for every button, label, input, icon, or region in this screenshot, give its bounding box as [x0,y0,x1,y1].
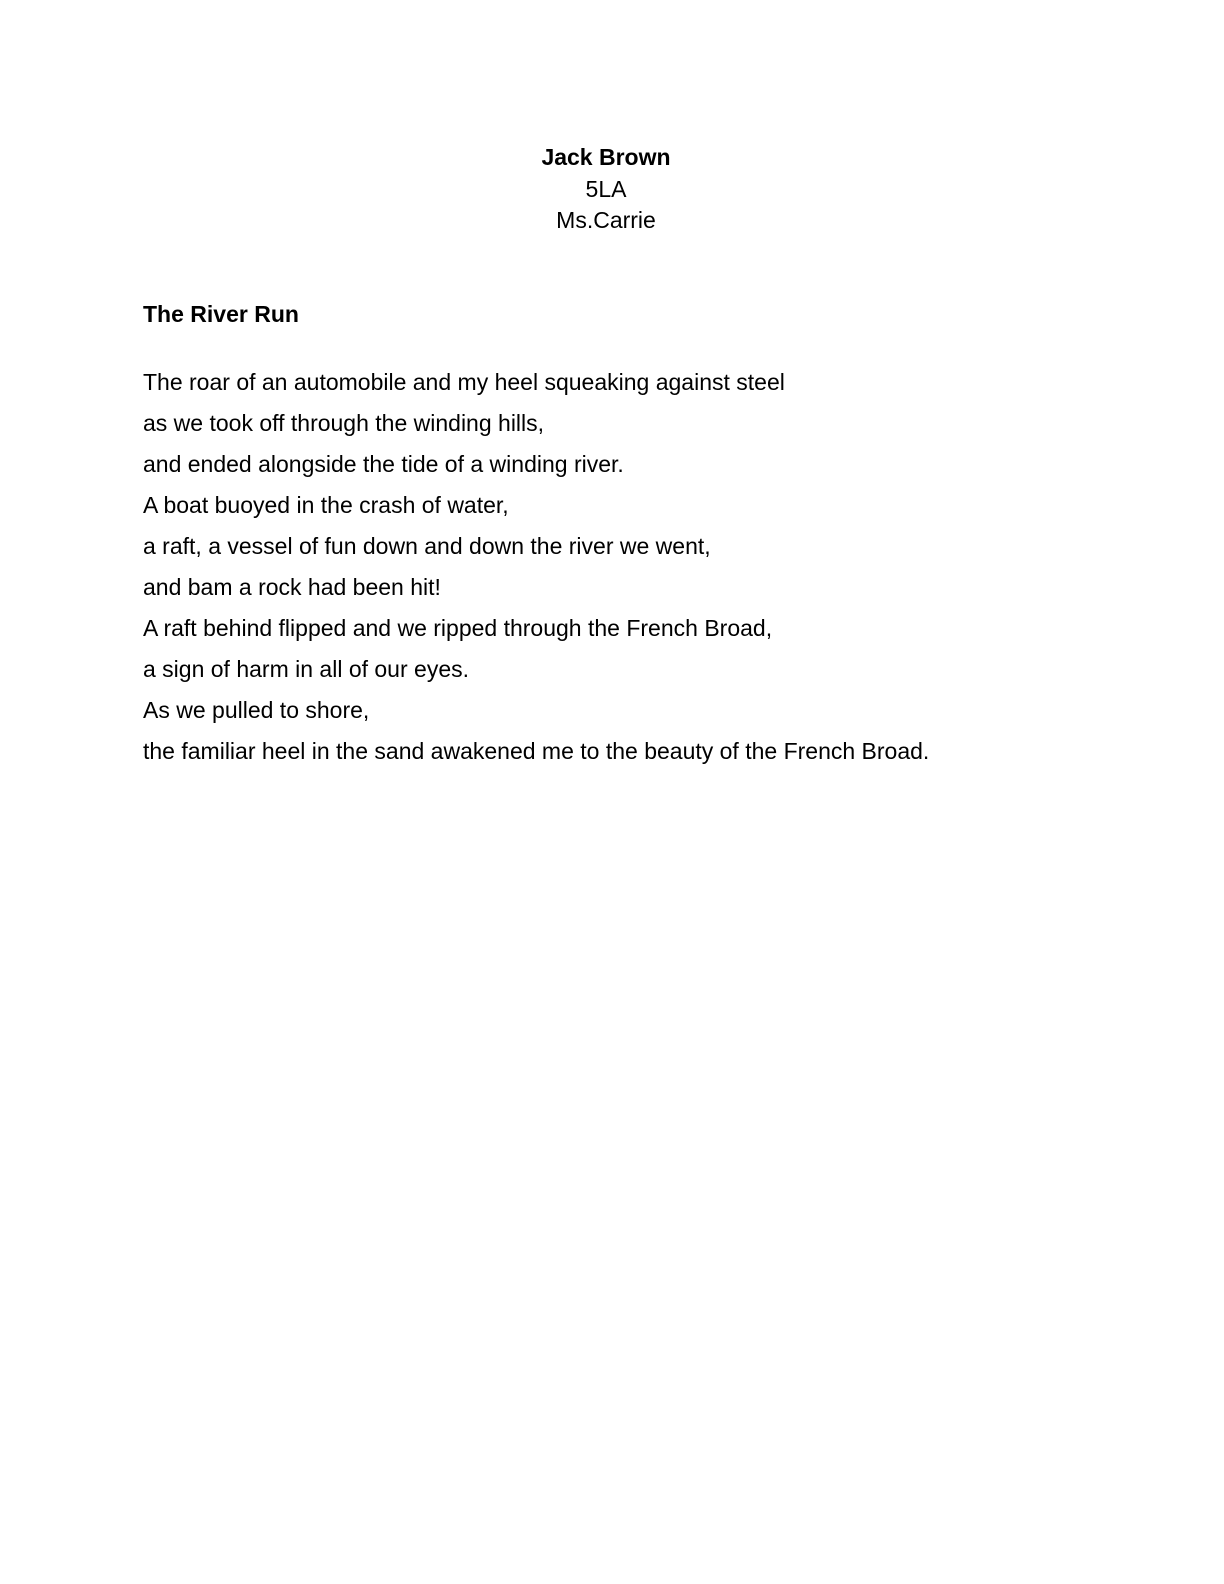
poem-line: A boat buoyed in the crash of water, [143,492,509,518]
class-name: 5LA [585,175,627,202]
poem-line: as we took off through the winding hills, [143,410,545,436]
poem-body [143,362,1143,772]
poem-line: a sign of harm in all of our eyes. [143,656,469,682]
poem-line: the familiar heel in the sand awakened me to the beauty of the French Broad. [143,738,930,764]
teacher-name: Ms.Carrie [556,207,656,233]
poem-line: A raft behind flipped and we ripped through the French Broad, [143,615,773,641]
poem-line: and bam a rock had been hit! [143,574,441,600]
author-name: Jack Brown [541,144,671,170]
poem-line: The roar of an automobile and my heel squeaking against steel [143,369,785,395]
poem-line: a raft, a vessel of fun down and down the river we went, [143,533,711,559]
author-header [0,142,1212,237]
poem-line: As we pulled to shore, [143,697,370,723]
poem-title: The River Run [143,301,299,327]
poem-line: and ended alongside the tide of a winding river. [143,451,624,477]
